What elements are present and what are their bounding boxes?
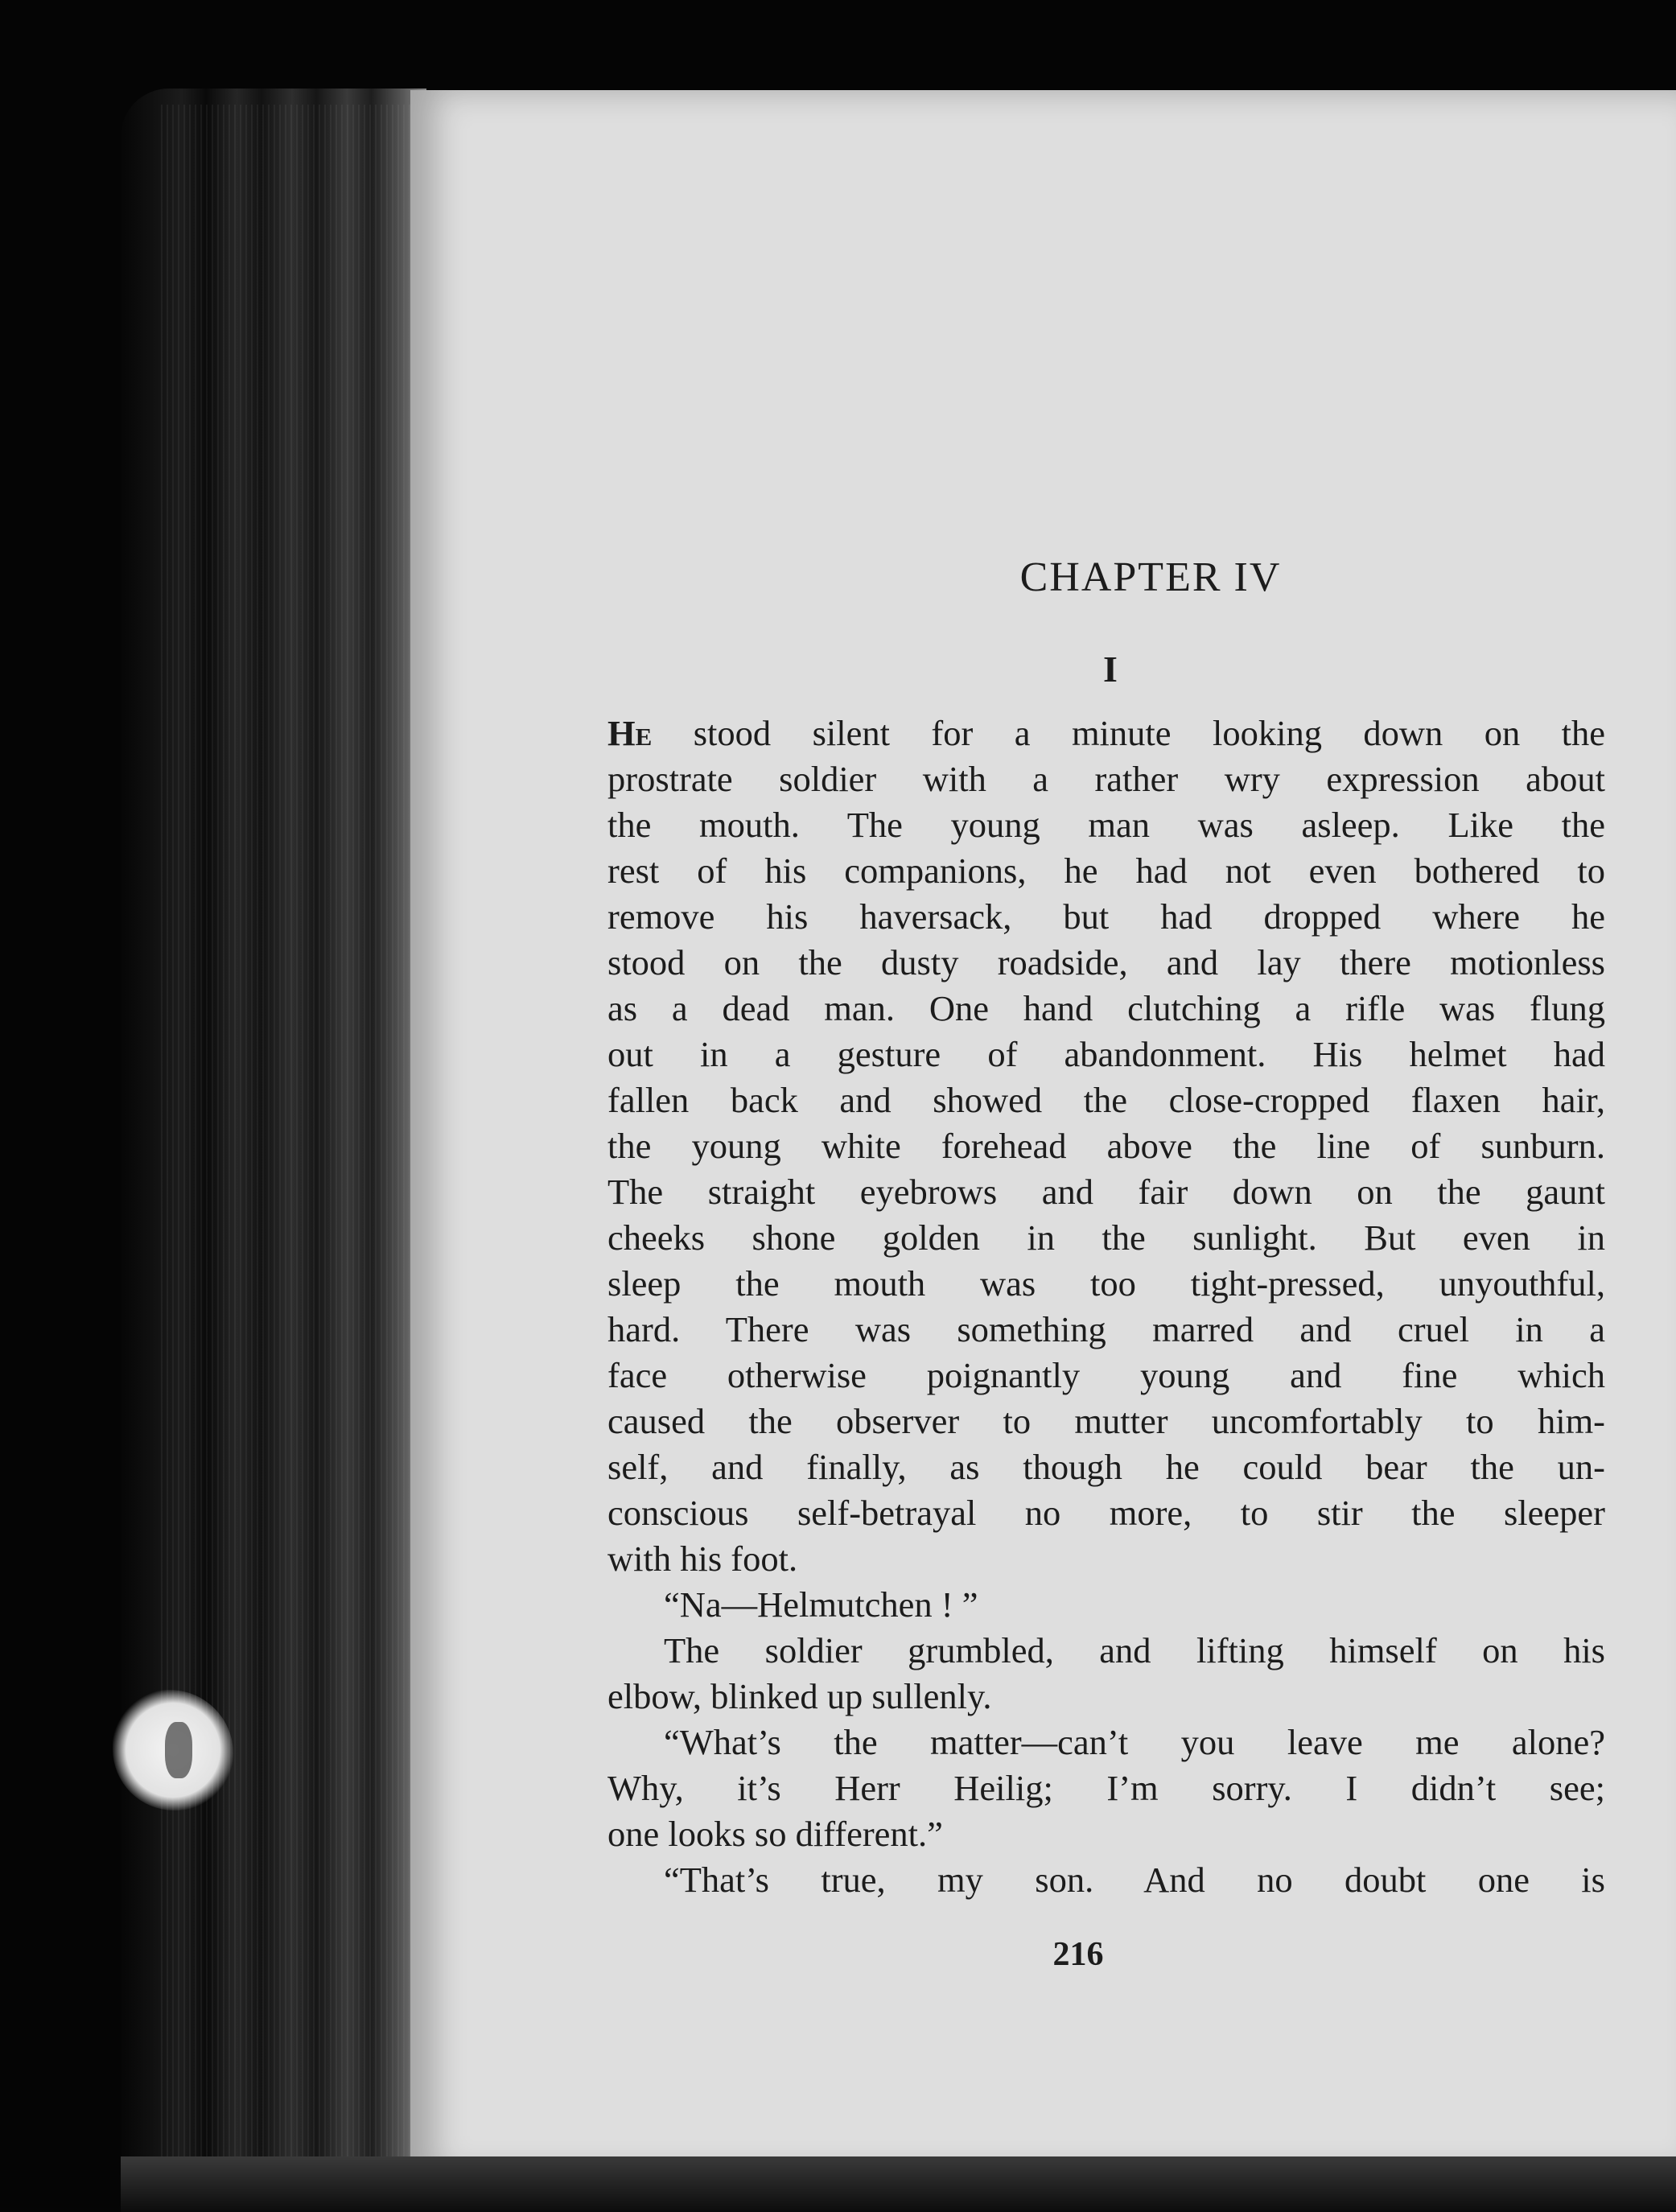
text-line: conscious self-betrayal no more, to stir the sleeper (607, 1493, 1605, 1533)
book-bottom-edge (121, 2156, 1676, 2212)
body-text (607, 711, 1605, 1903)
drop-word: He (607, 713, 653, 753)
text-line: caused the observer to mutter uncomfortably to him- (607, 1401, 1605, 1441)
text-line: prostrate soldier with a rather wry expression about (607, 759, 1605, 799)
chapter-title: CHAPTER IV (1019, 554, 1282, 600)
dialogue-line: “Na—Helmutchen ! ” (664, 1584, 978, 1625)
text-line: self, and finally, as though he could bear the un- (607, 1447, 1605, 1487)
text-line: “What’s the matter—can’t you leave me alone? (664, 1722, 1605, 1762)
page-edge-lines (161, 105, 418, 2165)
text-line: remove his haversack, but had dropped where he (607, 896, 1605, 937)
text-line: hard. There was something marred and cruel in a (607, 1309, 1605, 1349)
text-line: elbow, blinked up sullenly. (607, 1676, 992, 1716)
text-line: sleep the mouth was too tight-pressed, unyouthful, (607, 1263, 1605, 1304)
text-line: rest of his companions, he had not even bothered to (607, 851, 1605, 891)
page-number: 216 (1052, 1936, 1104, 1973)
paper-stain-dark-spot (165, 1722, 192, 1778)
text-line: one looks so different.” (607, 1814, 943, 1854)
text-line: with his foot. (607, 1539, 798, 1579)
text-line: as a dead man. One hand clutching a rifle was flung (607, 988, 1605, 1028)
text-line: Why, it’s Herr Heilig; I’m sorry. I didn’t see; (607, 1768, 1605, 1808)
text-line: face otherwise poignantly young and fine which (607, 1355, 1605, 1395)
text-line: “That’s true, my son. And no doubt one is (664, 1860, 1605, 1900)
text-line: out in a gesture of abandonment. His helmet had (607, 1034, 1605, 1074)
section-number: I (1103, 649, 1118, 690)
text-line (607, 711, 1605, 756)
text-line: cheeks shone golden in the sunlight. But even in (607, 1217, 1605, 1258)
text-line: fallen back and showed the close-cropped flaxen hair, (607, 1080, 1605, 1120)
text-line-fragment: stood silent for a minute looking down on the (652, 713, 1605, 753)
text-line: the mouth. The young man was asleep. Like the (607, 805, 1605, 845)
text-line: stood on the dusty roadside, and lay there motionless (607, 942, 1605, 982)
text-line: The straight eyebrows and fair down on the gaunt (607, 1172, 1605, 1212)
text-line: The soldier grumbled, and lifting himself on his (664, 1630, 1605, 1670)
text-line: the young white forehead above the line of sunburn. (607, 1126, 1605, 1166)
